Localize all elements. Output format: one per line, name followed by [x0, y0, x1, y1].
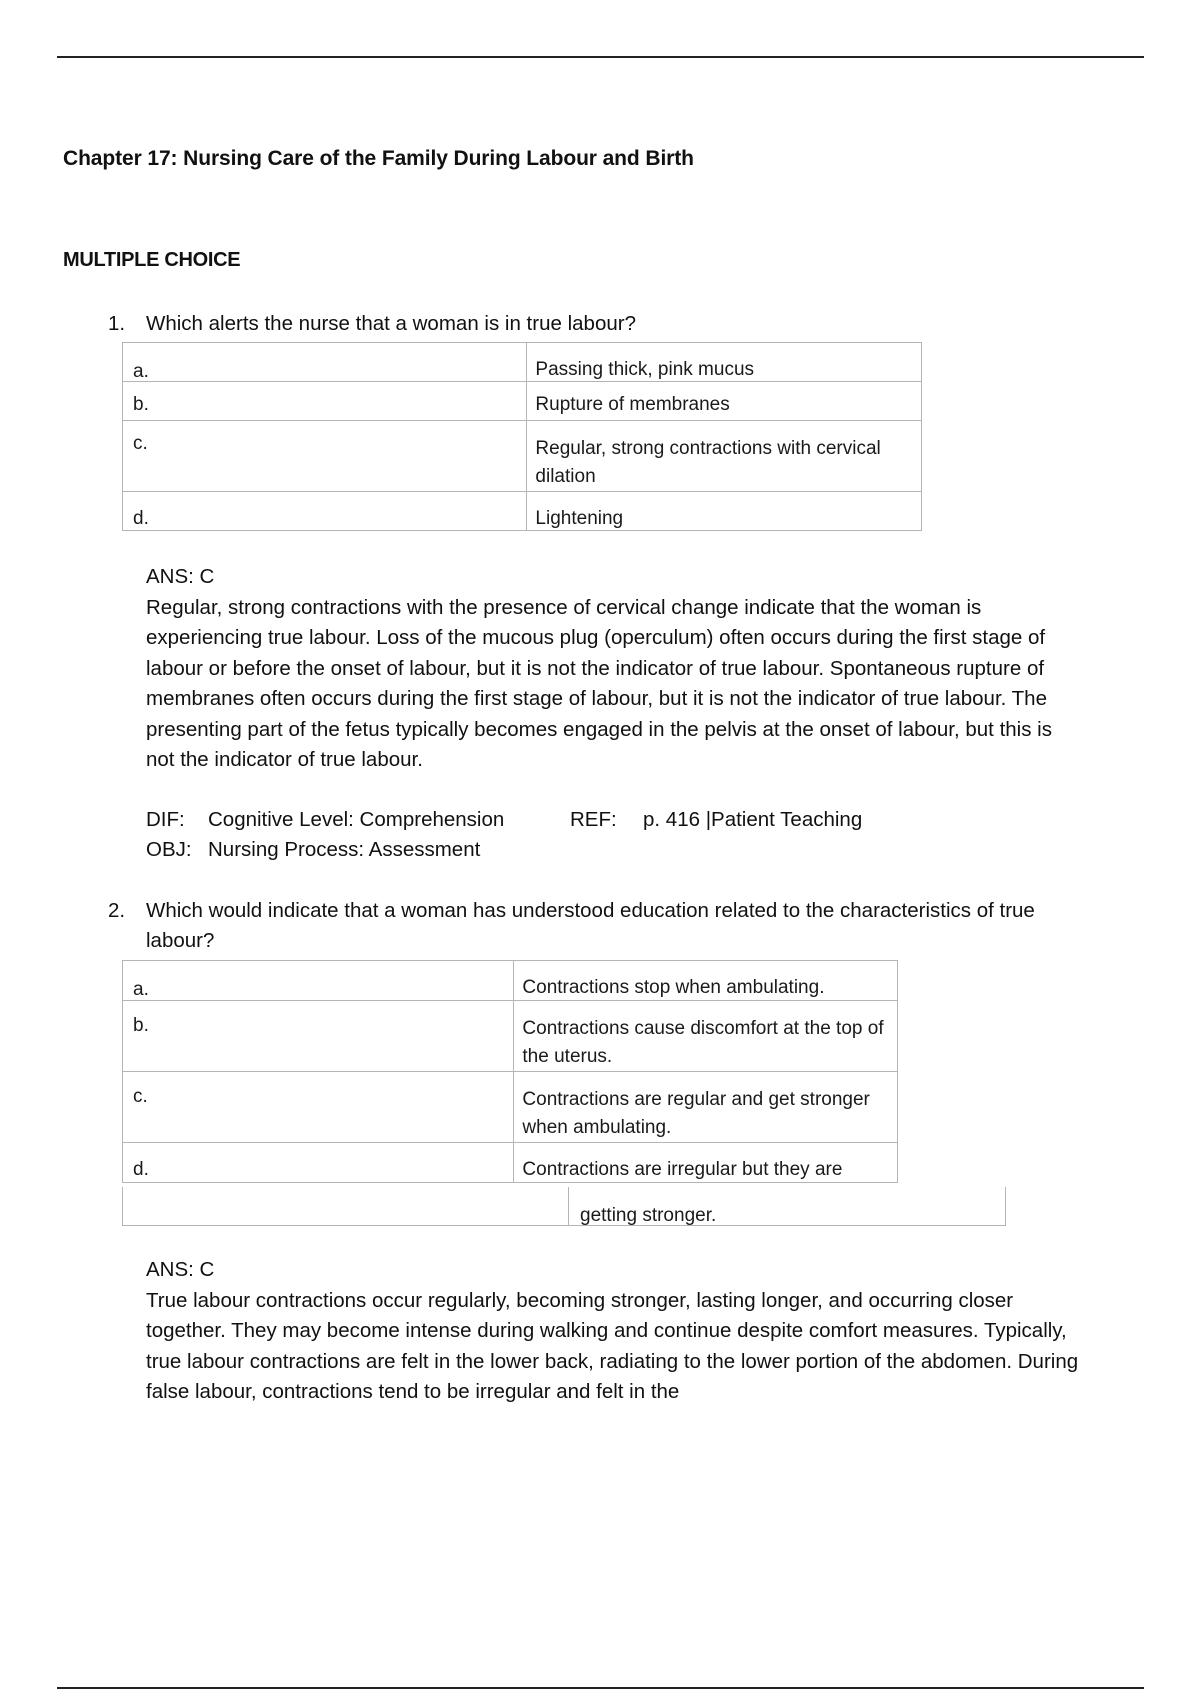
option-row[interactable]	[123, 961, 898, 1001]
continuation-divider	[568, 1187, 569, 1225]
option-row[interactable]	[123, 1143, 898, 1183]
dif-value: Cognitive Level: Comprehension	[208, 808, 505, 831]
question-stem: Which alerts the nurse that a woman is in true labour?	[146, 312, 636, 335]
option-letter: c.	[123, 1072, 514, 1143]
option-row[interactable]	[123, 492, 922, 531]
rationale: Regular, strong contractions with the presence of cervical change indicate that the woman is experiencing true labour. Loss of the mucous plug (operculum) often occurs during the first stage of labour or before the onset of labour, but it is not the indicator of true labour. Spontaneous rupture of membranes often occurs during the first stage of labour, but it is not the indicator of true labour. The presenting part of the fetus typically becomes engaged in the pelvis at the onset of labour, but this is not the indicator of true labour.	[146, 595, 1052, 771]
option-row[interactable]	[123, 343, 922, 382]
obj-value: Nursing Process: Assessment	[208, 838, 481, 861]
option-text: Lightening	[527, 492, 922, 531]
question-stem: Which would indicate that a woman has understood education related to the characteristics of true labour?	[146, 899, 1035, 952]
question-2	[108, 896, 1098, 956]
answer-block-1	[146, 562, 1086, 776]
option-text: Passing thick, pink mucus	[527, 343, 922, 382]
rationale: True labour contractions occur regularly, becoming stronger, lasting longer, and occurring closer together. They may become intense during walking and continue despite comfort measures. Typically, true labour contractions are felt in the lower back, radiating to the lower portion of the abdomen. During false labour, contractions tend to be irregular and felt in the	[146, 1288, 1079, 1403]
options-table-2	[122, 960, 898, 1183]
option-row[interactable]	[123, 382, 922, 421]
chapter-title: Chapter 17: Nursing Care of the Family During Labour and Birth	[63, 147, 694, 170]
option-row[interactable]	[123, 1072, 898, 1143]
question-number: 1.	[108, 312, 126, 335]
question-number: 2.	[108, 899, 126, 922]
option-letter: b.	[123, 382, 527, 421]
option-text: Contractions are irregular but they are	[514, 1143, 898, 1183]
question-1	[108, 309, 1098, 339]
ref-label: REF:	[570, 808, 617, 831]
option-letter: b.	[123, 1001, 514, 1072]
option-text: Contractions stop when ambulating.	[514, 961, 898, 1001]
option-letter: a.	[123, 343, 527, 382]
option-letter: a.	[123, 961, 514, 1001]
answer-key: ANS: C	[146, 565, 215, 588]
option-row[interactable]	[123, 1001, 898, 1072]
option-continuation-text: getting stronger.	[580, 1205, 717, 1226]
ref-value: p. 416 |Patient Teaching	[643, 808, 863, 831]
answer-key: ANS: C	[146, 1258, 215, 1281]
option-text: Rupture of membranes	[527, 382, 922, 421]
option-letter: d.	[123, 1143, 514, 1183]
option-letter: c.	[123, 421, 527, 492]
option-text: Regular, strong contractions with cervical dilation	[527, 421, 922, 492]
section-title: MULTIPLE CHOICE	[63, 249, 241, 271]
top-rule	[57, 56, 1144, 58]
option-text: Contractions cause discomfort at the top of the uterus.	[514, 1001, 898, 1072]
dif-label: DIF:	[146, 808, 185, 831]
option-row[interactable]	[123, 421, 922, 492]
option-letter: d.	[123, 492, 527, 531]
bottom-rule	[57, 1687, 1144, 1689]
option-continuation-row	[122, 1187, 1006, 1226]
obj-label: OBJ:	[146, 838, 192, 861]
answer-block-2	[146, 1255, 1086, 1408]
options-table-1	[122, 342, 922, 531]
option-text: Contractions are regular and get stronger when ambulating.	[514, 1072, 898, 1143]
